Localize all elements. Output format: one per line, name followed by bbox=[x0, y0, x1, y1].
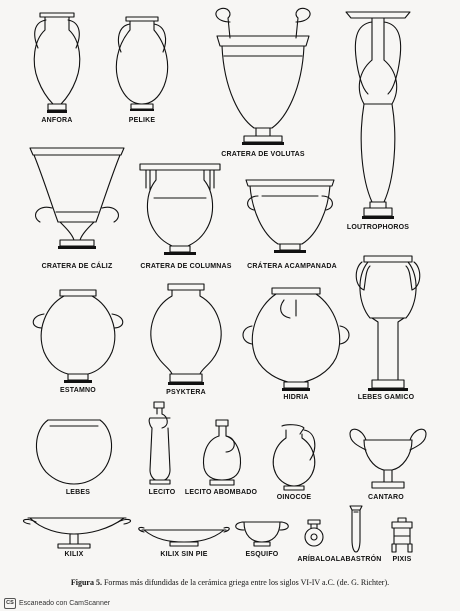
psyktera-drawing bbox=[151, 284, 221, 385]
label-kilix-sin-pie: KILIX SIN PIE bbox=[160, 551, 208, 558]
anfora-drawing bbox=[34, 13, 80, 113]
scanner-watermark-text: Escaneado con CamScanner bbox=[19, 600, 111, 607]
label-esquifo: ESQUIFO bbox=[245, 551, 279, 558]
label-lebes: LEBES bbox=[65, 489, 91, 496]
scanner-watermark bbox=[4, 598, 110, 609]
pelike-drawing bbox=[116, 17, 167, 111]
label-cratera-columnas: CRATERA DE COLUMNAS bbox=[140, 263, 232, 270]
loutrophoros-drawing bbox=[346, 12, 410, 219]
lecito-drawing bbox=[149, 402, 170, 484]
kilix-sin-pie-drawing bbox=[139, 527, 230, 546]
label-lecito-abombado: LECITO ABOMBADO bbox=[184, 489, 258, 496]
label-lebes-gamico: LEBES GAMICO bbox=[357, 394, 415, 401]
lecito-abombado-drawing bbox=[204, 420, 241, 485]
caption-prefix: Figura 5. bbox=[70, 578, 102, 587]
label-cantaro: CANTARO bbox=[368, 494, 404, 501]
label-oinocoe: OINOCOE bbox=[276, 494, 312, 501]
camscanner-icon: CS bbox=[4, 598, 16, 609]
caption-text: Formas más difundidas de la cerámica griega entre los siglos VI-IV a.C. (de. G. Richter). bbox=[103, 578, 390, 587]
label-anfora: ANFORA bbox=[41, 117, 73, 124]
hidria-drawing bbox=[243, 288, 349, 391]
label-cratera-volutas: CRATERA DE VOLUTAS bbox=[221, 151, 305, 158]
aribalo-drawing bbox=[305, 520, 323, 546]
alabastron-drawing bbox=[350, 506, 362, 552]
label-kilix: KILIX bbox=[64, 551, 84, 558]
cantaro-drawing bbox=[350, 429, 426, 488]
cratera-caliz-drawing bbox=[30, 148, 124, 249]
pixis-drawing bbox=[392, 518, 412, 552]
label-cratera-acampanada: CRÁTERA ACAMPANADA bbox=[247, 263, 337, 270]
cratera-volutas-drawing bbox=[216, 8, 310, 145]
estamno-drawing bbox=[33, 290, 123, 383]
cratera-acampanada-drawing bbox=[246, 180, 334, 253]
lebes-gamico-drawing bbox=[356, 256, 420, 391]
cratera-columnas-drawing bbox=[140, 164, 220, 255]
kilix-drawing bbox=[23, 518, 130, 548]
oinocoe-drawing bbox=[273, 425, 315, 490]
label-alabastron: ALABASTRÓN bbox=[330, 556, 382, 563]
figure-caption bbox=[0, 578, 460, 587]
label-cratera-caliz: CRATERA DE CÁLIZ bbox=[41, 263, 113, 270]
label-loutrophoros: LOUTROPHOROS bbox=[346, 224, 410, 231]
lebes-drawing bbox=[36, 420, 111, 484]
label-estamno: ESTAMNO bbox=[60, 387, 96, 394]
label-lecito: LECITO bbox=[148, 489, 176, 496]
label-psyktera: PSYKTERA bbox=[166, 389, 206, 396]
esquifo-drawing bbox=[236, 522, 289, 546]
label-aribalo: ARÍBALO bbox=[297, 556, 331, 563]
label-hidria: HIDRIA bbox=[283, 394, 309, 401]
label-pixis: PIXIS bbox=[392, 556, 412, 563]
label-pelike: PELIKE bbox=[128, 117, 156, 124]
